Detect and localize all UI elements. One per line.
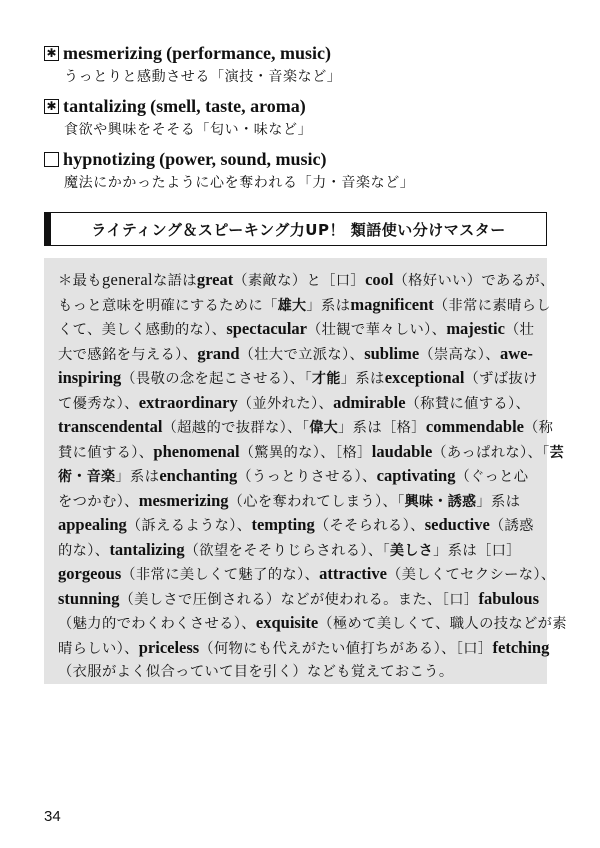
note-text-segment: 」系は <box>340 371 385 387</box>
note-text-segment: （壮大で立派な）、 <box>239 346 365 363</box>
note-line <box>58 415 554 440</box>
synonym-word: commendable <box>425 417 524 436</box>
note-line <box>58 513 535 538</box>
section-banner <box>44 212 547 246</box>
category-label: 偉大 <box>309 420 339 436</box>
checkbox-checked-icon[interactable]: ✱ <box>44 99 59 114</box>
note-line <box>58 489 535 514</box>
entry-tantalizing <box>44 93 564 141</box>
synonym-word: fetching <box>492 637 550 657</box>
note-text-segment: （壮 <box>504 322 535 338</box>
note-text-segment: 」系は［格］ <box>338 420 426 436</box>
note-line <box>58 366 538 391</box>
category-label: 才能 <box>312 371 341 387</box>
note-line <box>58 293 551 318</box>
note-text-segment: （美しくてセクシーな）、 <box>386 567 556 583</box>
note-line <box>58 464 535 489</box>
note-text-segment: （極めて美しくて、職人の技などが素 <box>318 616 567 632</box>
note-text-segment: 」系は <box>306 297 351 314</box>
note-text-segment: くて、美しく感動的な）、 <box>58 322 227 338</box>
note-line <box>58 538 535 563</box>
note-text-segment: （格好いい）であるが、 <box>393 273 555 289</box>
synonym-word: majestic <box>446 319 505 338</box>
synonym-word: gorgeous <box>58 564 122 583</box>
note-text-segment: 賛に値する）、 <box>58 444 154 461</box>
note-text-segment: （美しさで圧倒される）などが使われる。また、［口］ <box>119 591 479 608</box>
gloss: 魔法にかかったように心を奪われる「力・音楽など」 <box>64 175 415 191</box>
note-line <box>58 268 555 293</box>
note-line <box>58 636 550 661</box>
note-text-segment: （訴えるような）、 <box>126 518 252 534</box>
note-line <box>58 587 540 612</box>
note-text-segment: （心を奪われてしまう）、「 <box>228 493 405 510</box>
category-label: 術・音楽 <box>58 469 116 485</box>
category-label: 美しさ <box>390 542 434 559</box>
synonym-word: extraordinary <box>138 392 238 412</box>
page-number: 34 <box>44 808 61 825</box>
synonym-word: tempting <box>251 515 315 534</box>
synonym-word: enchanting <box>159 466 238 485</box>
synonym-word: exceptional <box>384 368 465 387</box>
banner-title: ライティング＆スピーキング力UP！ 類語使い分けマスター <box>91 220 506 239</box>
synonym-word: seductive <box>424 515 490 534</box>
entry-hypnotizing <box>44 146 564 194</box>
note-text-segment: （崇高な）、 <box>419 346 500 363</box>
note-text-segment: （畏敬の念を起こさせる）、「 <box>121 371 313 387</box>
category-label: 雄大 <box>277 297 307 314</box>
usage-context: (power, sound, music) <box>159 148 327 169</box>
category-label: 興味・誘惑 <box>404 493 477 510</box>
synonym-word: transcendental <box>58 417 163 436</box>
note-text-segment: ＊最も <box>58 273 102 289</box>
note-text-segment: （あっぱれな）、「 <box>432 444 550 461</box>
note-text-segment: 大で感銘を与える）、 <box>58 346 198 363</box>
synonym-word: phenomenal <box>153 441 240 461</box>
synonym-word: laudable <box>371 441 433 461</box>
note-text-segment: （何物にも代えがたい値打ちがある）、［口］ <box>199 640 493 657</box>
note-text-segment: 」系は［口］ <box>433 542 521 559</box>
note-text-segment: もっと意味を明確にするために「 <box>58 297 278 314</box>
note-text-segment: （超越的で抜群な）、「 <box>162 420 310 436</box>
note-text-segment: 」系は <box>115 469 160 485</box>
synonym-word: stunning <box>58 588 120 608</box>
headword: tantalizing <box>63 95 147 116</box>
note-text <box>58 268 567 685</box>
synonym-word: cool <box>365 270 394 289</box>
note-text-segment: 的な）、 <box>58 542 110 559</box>
note-text-segment: （素敵な）と［口］ <box>233 273 366 289</box>
note-text-segment: （称賛に値する）、 <box>405 395 531 412</box>
synonym-word: tantalizing <box>109 539 185 559</box>
note-line <box>58 562 556 587</box>
note-line <box>58 660 535 685</box>
synonym-word: priceless <box>138 637 200 657</box>
note-text-segment: （並外れた）、 <box>237 395 334 412</box>
note-text-segment: て優秀な）、 <box>58 395 139 412</box>
note-line <box>58 317 535 342</box>
note-text-segment: な語は <box>152 273 197 289</box>
synonym-word: mesmerizing <box>138 490 229 510</box>
synonym-word: magnificent <box>350 294 434 314</box>
gloss: うっとりと感動させる「演技・音楽など」 <box>64 69 342 85</box>
synonym-word: attractive <box>319 564 387 583</box>
usage-context: (smell, taste, aroma) <box>150 95 306 116</box>
note-text-segment: （ぐっと心 <box>455 469 529 485</box>
synonym-word: awe- <box>499 343 533 363</box>
note-line <box>58 342 535 367</box>
entry-mesmerizing <box>44 40 564 88</box>
note-text-segment: （欲望をそそりじらされる）、「 <box>184 542 391 559</box>
synonym-word: sublime <box>364 343 420 363</box>
note-text-segment: をつかむ）、 <box>58 493 139 510</box>
note-text-segment: （衣服がよく似合っていて目を引く）なども覚えておこう。 <box>58 664 454 680</box>
gloss: 食欲や興味をそそる「匂い・味など」 <box>64 122 313 138</box>
note-line <box>58 391 535 416</box>
synonym-word: admirable <box>333 392 406 412</box>
synonym-word: grand <box>197 343 240 363</box>
note-text-segment: （誘惑 <box>489 518 534 534</box>
note-text-segment: （そそられる）、 <box>314 518 425 534</box>
synonym-word: inspiring <box>58 368 122 387</box>
note-text-segment: 晴らしい）、 <box>58 640 139 657</box>
synonym-word: captivating <box>376 466 456 485</box>
usage-context: (performance, music) <box>166 42 332 63</box>
note-text-segment: （うっとりさせる）、 <box>237 469 377 485</box>
note-text-segment: general <box>101 270 153 289</box>
synonym-note-panel <box>44 258 567 684</box>
note-text-segment: （ずば抜け <box>464 371 538 387</box>
synonym-word: spectacular <box>226 319 307 338</box>
entry-list <box>44 40 564 199</box>
synonym-word: exquisite <box>255 613 319 632</box>
note-text-segment: （魅力的でわくわくさせる）、 <box>58 616 256 632</box>
headword: hypnotizing <box>63 148 156 169</box>
synonym-word: great <box>196 270 234 289</box>
checkbox-checked-icon[interactable]: ✱ <box>44 46 59 61</box>
checkbox-empty-icon[interactable] <box>44 152 59 167</box>
note-text-segment: 」系は <box>476 493 521 510</box>
headword: mesmerizing <box>63 42 163 63</box>
note-text-segment: （非常に素晴らし <box>433 297 551 314</box>
note-line <box>58 611 567 636</box>
note-text-segment: （壮観で華々しい）、 <box>306 322 447 338</box>
note-text-segment: （驚異的な）、［格］ <box>239 444 372 461</box>
synonym-word: appealing <box>58 515 127 534</box>
note-line <box>58 440 565 465</box>
synonym-word: fabulous <box>478 588 540 608</box>
note-text-segment: （称 <box>524 420 554 436</box>
category-label: 芸 <box>549 444 565 461</box>
note-text-segment: （非常に美しくて魅了的な）、 <box>121 567 320 583</box>
